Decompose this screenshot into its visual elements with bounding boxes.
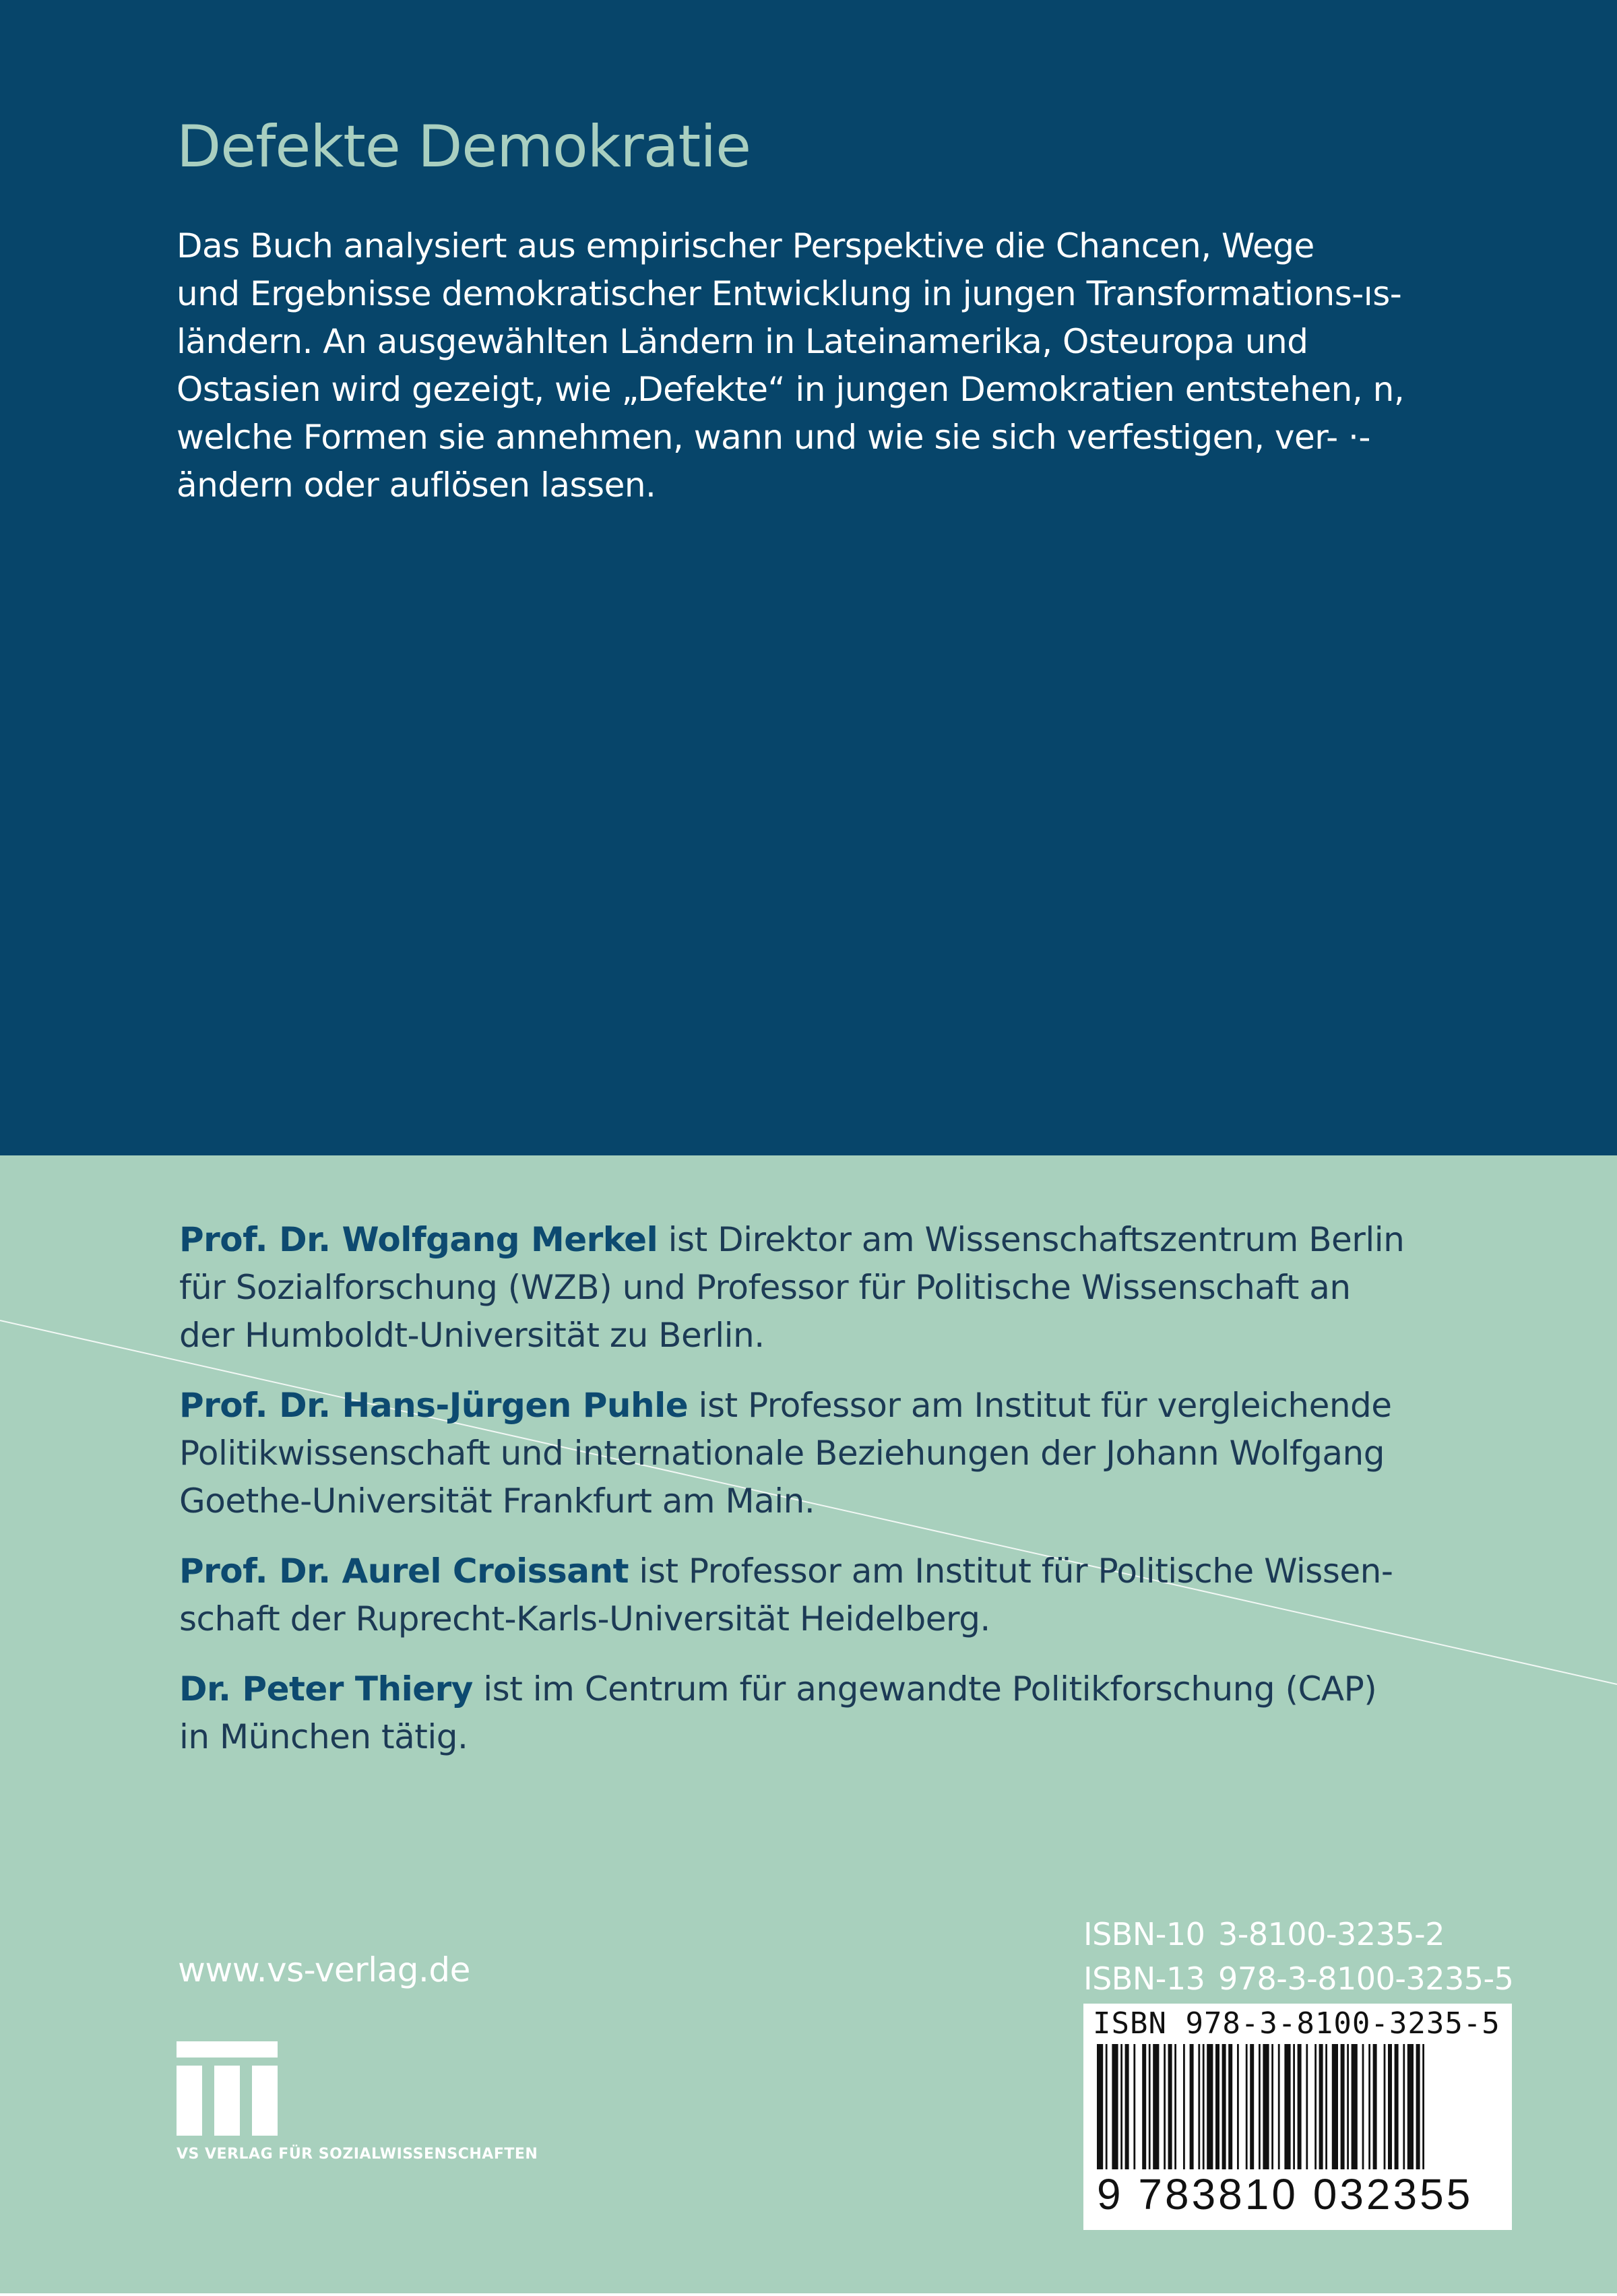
author-name: Dr. Peter Thiery	[179, 1669, 473, 1709]
author-bio	[179, 1665, 1527, 1761]
description-line: ländern. An ausgewählten Ländern in Lateinamerika, Osteuropa und	[177, 322, 1308, 361]
author-bio-text: ist im Centrum für angewandte Politikforschung (CAP)	[472, 1669, 1377, 1709]
description	[177, 222, 1497, 509]
author-bios	[179, 1216, 1527, 1761]
author-bio-text: Goethe-Universität Frankfurt am Main.	[179, 1481, 815, 1521]
barcode-digits: 9 783810 032355	[1097, 2169, 1477, 2219]
isbn10-value: 3-8100-3235-2	[1218, 1916, 1445, 1952]
author-bio	[179, 1216, 1527, 1360]
description-line: ändern oder auflösen lassen.	[177, 466, 656, 505]
isbn10-label: ISBN-10	[1083, 1916, 1205, 1952]
description-line: welche Formen sie annehmen, wann und wie sie sich verfestigen, ver- ·-	[177, 418, 1370, 457]
barcode-isbn-text: ISBN 978-3-8100-3235-5	[1093, 2006, 1500, 2041]
author-name: Prof. Dr. Wolfgang Merkel	[179, 1220, 658, 1259]
author-bio-text: Politikwissenschaft und internationale Beziehungen der Johann Wolfgang	[179, 1434, 1385, 1473]
author-bio-text: ist Professor am Institut für Politische Wissen-	[629, 1552, 1393, 1591]
publisher-website: www.vs-verlag.de	[178, 1950, 470, 1989]
isbn13-label: ISBN-13	[1083, 1960, 1205, 1997]
author-bio-text: der Humboldt-Universität zu Berlin.	[179, 1316, 765, 1355]
author-name: Prof. Dr. Aurel Croissant	[179, 1552, 629, 1591]
book-title: Defekte Demokratie	[177, 113, 751, 181]
author-bio-text: schaft der Ruprecht-Karls-Universität Heidelberg.	[179, 1599, 990, 1638]
author-bio-text: ist Direktor am Wissenschaftszentrum Berlin	[658, 1220, 1405, 1259]
vs-verlag-logo-icon	[177, 2041, 284, 2136]
author-bio	[179, 1548, 1527, 1643]
author-name: Prof. Dr. Hans-Jürgen Puhle	[179, 1386, 689, 1425]
barcode	[1083, 2004, 1512, 2230]
publisher-name: VS VERLAG FÜR SOZIALWISSENSCHAFTEN	[177, 2146, 538, 2163]
description-line: Das Buch analysiert aus empirischer Perspektive die Chancen, Wege	[177, 226, 1314, 265]
isbn-info	[1083, 1912, 1513, 2001]
author-bio	[179, 1382, 1527, 1525]
author-bio-text: für Sozialforschung (WZB) und Professor für Politische Wissenschaft an	[179, 1268, 1351, 1307]
isbn13-value: 978-3-8100-3235-5	[1218, 1960, 1514, 1997]
author-bio-text: ist Professor am Institut für vergleichende	[688, 1386, 1392, 1425]
publisher-logo	[177, 2041, 581, 2176]
author-bio-text: in München tätig.	[179, 1717, 468, 1756]
description-line: und Ergebnisse demokratischer Entwicklung in jungen Transformations-ıs-	[177, 274, 1402, 313]
description-line: Ostasien wird gezeigt, wie „Defekte“ in jungen Demokratien entstehen, n,	[177, 370, 1405, 409]
